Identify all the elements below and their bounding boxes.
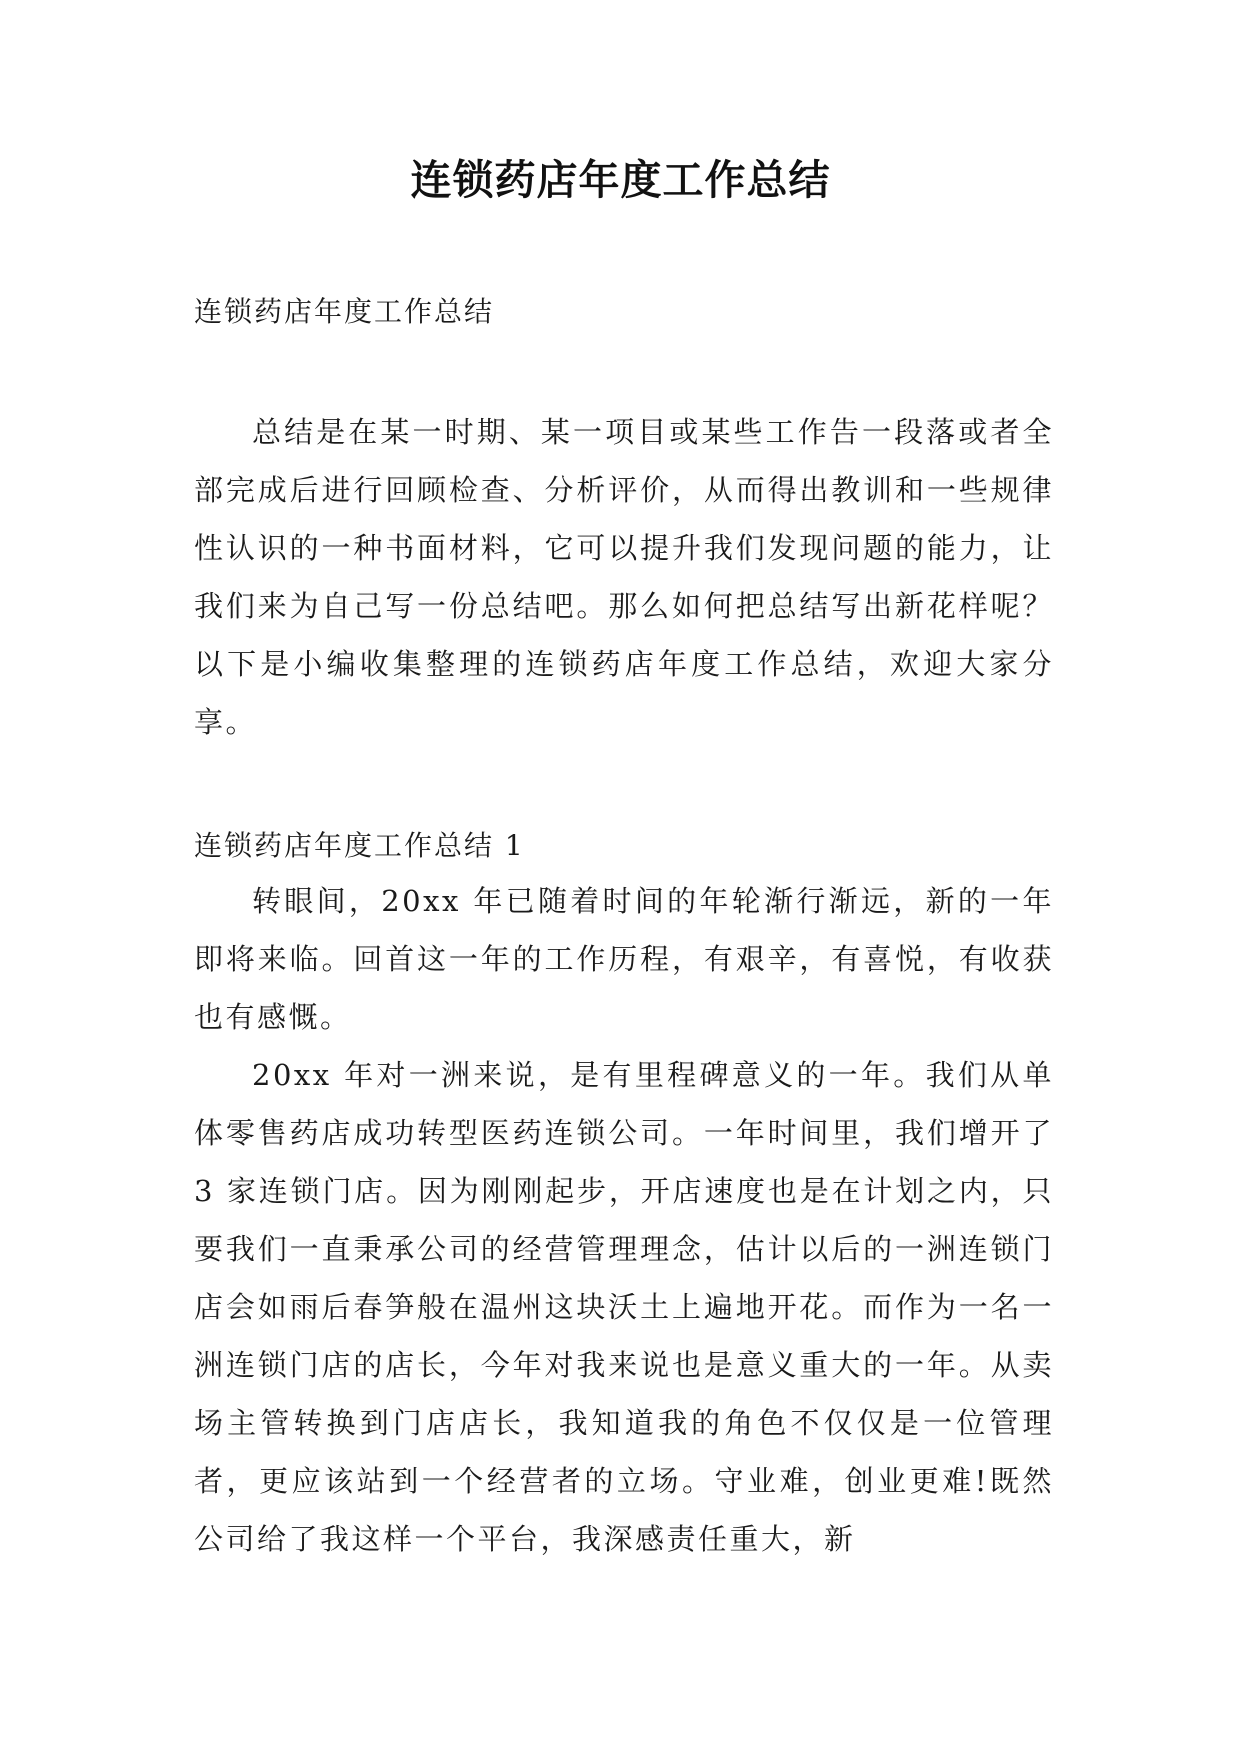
- section-heading: 连锁药店年度工作总结 1: [194, 829, 525, 862]
- section-paragraph-1: 转眼间，20xx 年已随着时间的年轮渐行渐远，新的一年即将来临。回首这一年的工作历程，有艰辛，有喜悦，有收获也有感慨。: [194, 884, 1054, 1034]
- section-body: [194, 872, 1054, 1568]
- document-title: 连锁药店年度工作总结: [410, 156, 831, 204]
- document-subtitle: 连锁药店年度工作总结: [194, 295, 495, 328]
- section-paragraph-2: 20xx 年对一洲来说，是有里程碑意义的一年。我们从单体零售药店成功转型医药连锁公司。一年时间里，我们增开了 3 家连锁门店。因为刚刚起步，开店速度也是在计划之内，只要我们一直秉承公司的经营管理理念，估计以后的一洲连锁门店会如雨后春笋般在温州这块沃土上遍地开花。而作为一名一洲连锁门店的店长，今年对我来说也是意义重大的一年。从卖场主管转换到门店店长，我知道我的角色不仅仅是一位管理者，更应该站到一个经营者的立场。守业难，创业更难!既然公司给了我这样一个平台，我深感责任重大，新: [194, 1058, 1054, 1556]
- intro-section: [194, 403, 1054, 751]
- intro-paragraph: 总结是在某一时期、某一项目或某些工作告一段落或者全部完成后进行回顾检查、分析评价，从而得出教训和一些规律性认识的一种书面材料，它可以提升我们发现问题的能力，让我们来为自己写一份总结吧。那么如何把总结写出新花样呢？以下是小编收集整理的连锁药店年度工作总结，欢迎大家分享。: [194, 415, 1054, 739]
